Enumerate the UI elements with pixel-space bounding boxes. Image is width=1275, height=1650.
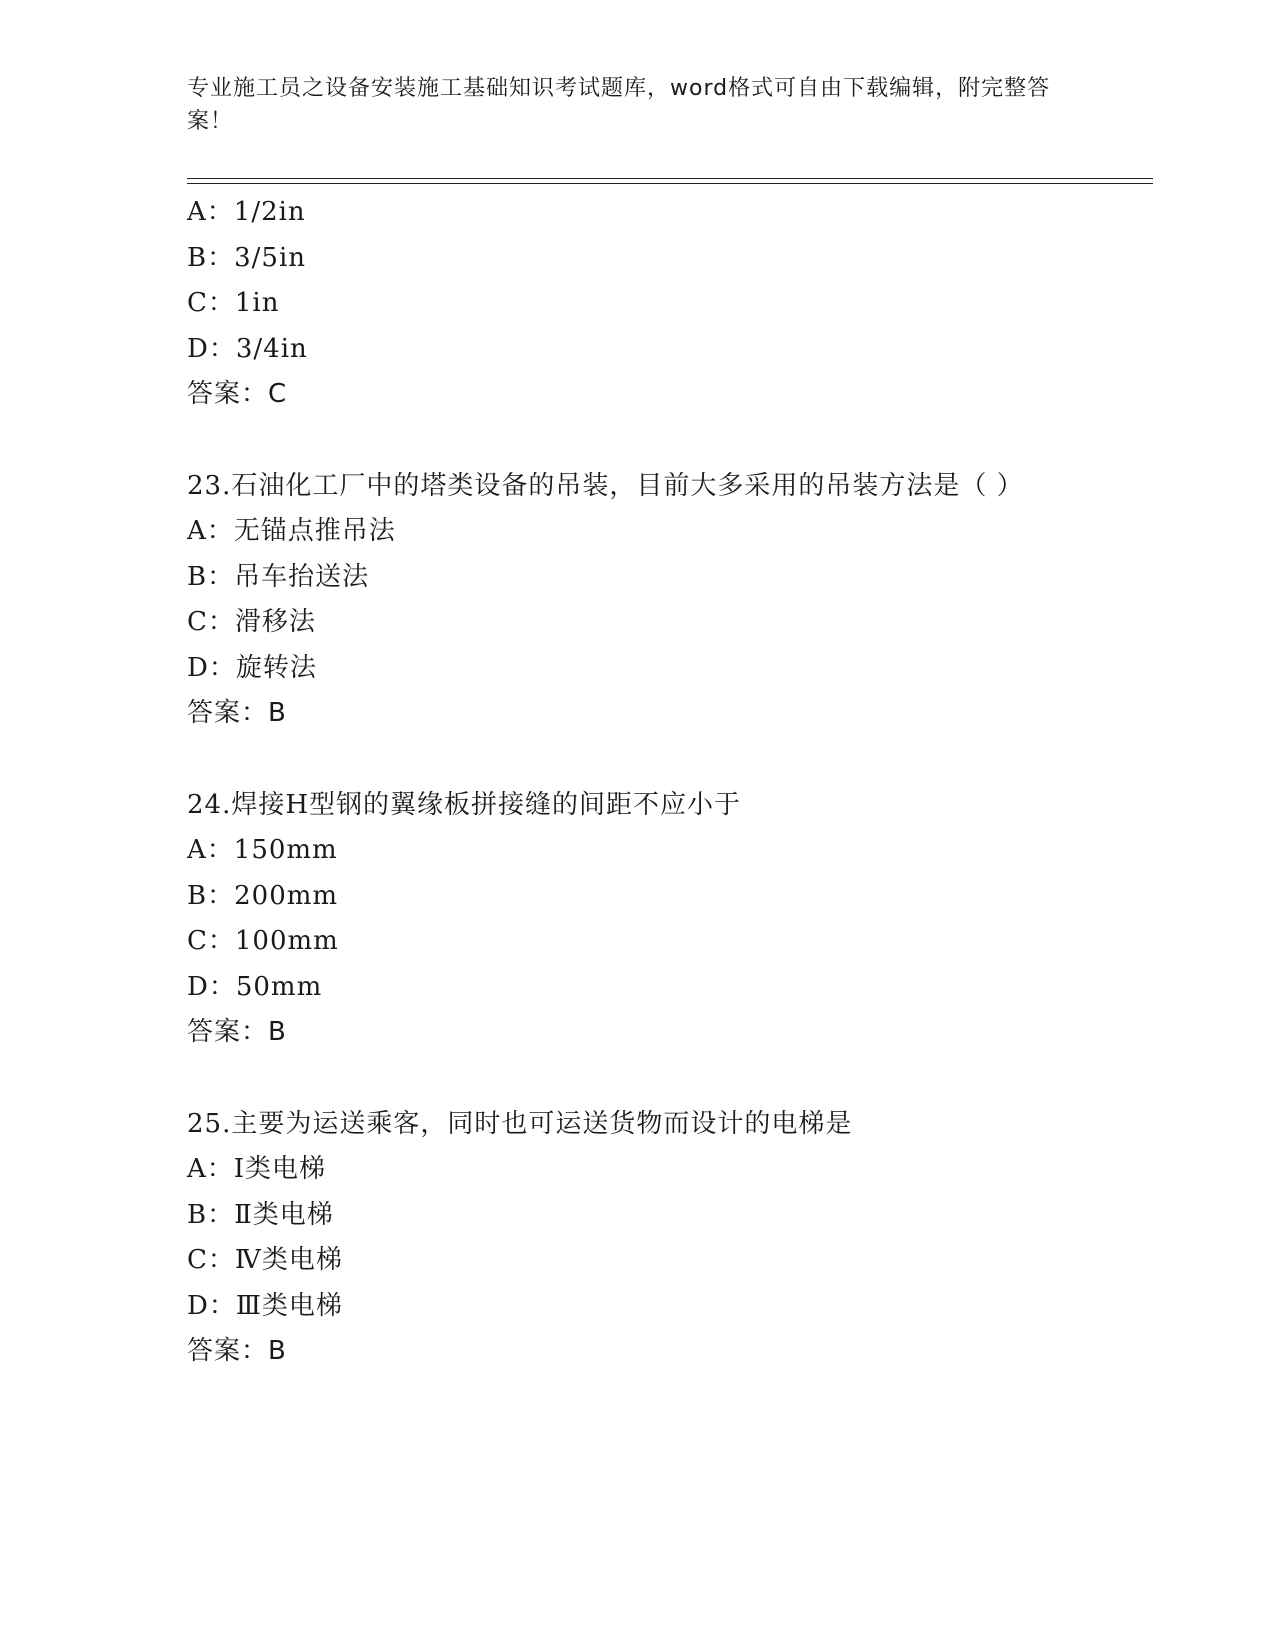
option-d: D：50mm bbox=[187, 971, 323, 1002]
option-a: A：无锚点推吊法 bbox=[187, 516, 396, 546]
document-header: 专业施工员之设备安装施工基础知识考试题库，word格式可自由下载编辑，附完整答案！ bbox=[187, 76, 1051, 134]
option-c: C：100mm bbox=[187, 926, 339, 956]
header-divider-top bbox=[187, 178, 1153, 179]
option-d: D：Ⅲ类电梯 bbox=[187, 1290, 343, 1321]
answer: 答案：B bbox=[187, 1336, 287, 1366]
option-c: C：1in bbox=[187, 288, 280, 318]
option-d: D：3/4in bbox=[187, 333, 308, 364]
question-24 bbox=[187, 783, 1067, 1056]
option-a: A：1/2in bbox=[187, 197, 306, 227]
header-divider-bottom bbox=[187, 183, 1153, 184]
question-22 bbox=[187, 190, 1067, 418]
question-text: 23.石油化工厂中的塔类设备的吊装，目前大多采用的吊装方法是（ ） bbox=[187, 470, 1024, 501]
question-text: 25.主要为运送乘客，同时也可运送货物而设计的电梯是 bbox=[187, 1108, 853, 1139]
option-c: C：滑移法 bbox=[187, 607, 316, 637]
question-23 bbox=[187, 464, 1067, 737]
question-list bbox=[187, 190, 1067, 1375]
answer: 答案：B bbox=[187, 1017, 287, 1047]
spacer bbox=[187, 737, 1067, 783]
answer: 答案：B bbox=[187, 698, 287, 728]
option-b: B：Ⅱ类电梯 bbox=[187, 1199, 334, 1230]
option-d: D：旋转法 bbox=[187, 652, 317, 683]
spacer bbox=[187, 418, 1067, 464]
option-c: C：Ⅳ类电梯 bbox=[187, 1245, 343, 1275]
answer: 答案：C bbox=[187, 379, 288, 409]
question-text: 24.焊接H型钢的翼缘板拼接缝的间距不应小于 bbox=[187, 789, 742, 820]
option-b: B：3/5in bbox=[187, 242, 307, 273]
option-b: B：吊车抬送法 bbox=[187, 561, 370, 592]
option-a: A：150mm bbox=[187, 835, 338, 865]
option-b: B：200mm bbox=[187, 880, 339, 911]
option-a: A：Ⅰ类电梯 bbox=[187, 1154, 327, 1184]
spacer bbox=[187, 1056, 1067, 1102]
question-25 bbox=[187, 1102, 1067, 1375]
